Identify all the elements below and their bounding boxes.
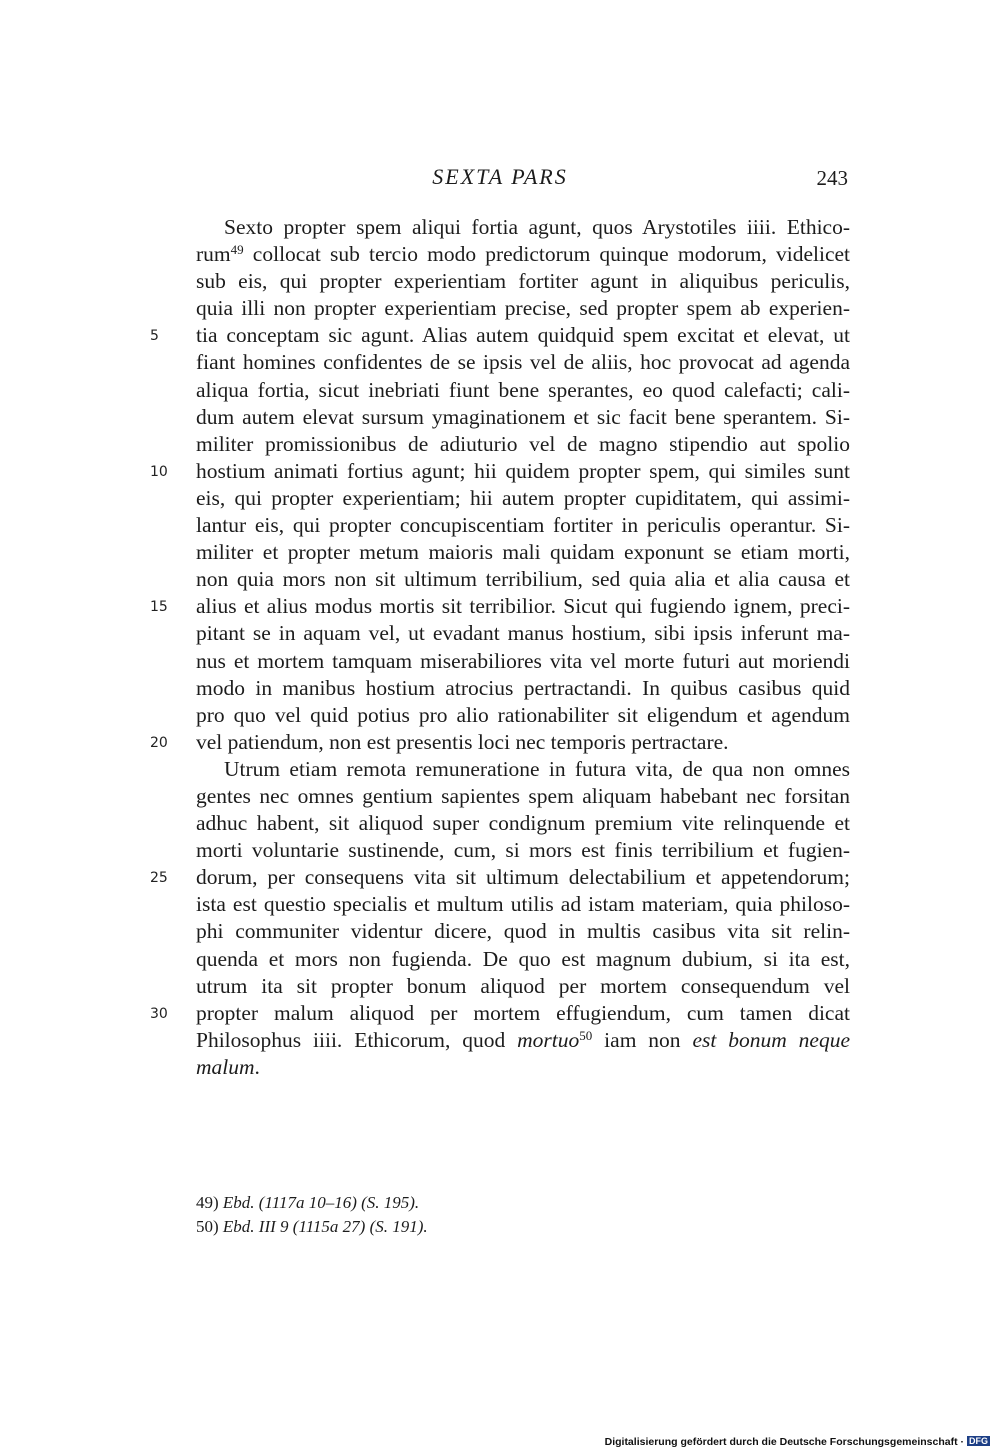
running-header-title: SEXTA PARS (432, 164, 568, 189)
text-line: dum autem elevat sursum ymaginationem et sic facit bene sperantem. Si- (196, 404, 850, 429)
text-line: fiant homines confidentes de se ipsis vel de aliis, hoc provocat ad agenda (196, 350, 850, 375)
footnotes (196, 1191, 850, 1239)
line-number: 5 (150, 328, 159, 345)
text-line: malum. (196, 1054, 260, 1079)
text-line: eis, qui propter experientiam; hii autem propter cupiditatem, qui assimi- (196, 485, 850, 510)
text-line: lantur eis, qui propter concupiscentiam fortiter in periculis operantur. Si- (196, 513, 850, 538)
text-line: 10 hostium animati fortius agunt; hii quidem propter spem, qui similes sunt (196, 458, 850, 485)
text-line: modo in manibus hostium atrocius pertractandi. In quibus casibus quid (196, 675, 850, 700)
footnote-49: 49) Ebd. (1117a 10–16) (S. 195). (196, 1193, 420, 1212)
text-line: rum$^{49}$ collocat sub tercio modo predictorum quinque modorum, videlicet (196, 242, 850, 267)
text-line: 25 dorum, per consequens vita sit ultimum delectabilium et appetendorum; (196, 864, 850, 891)
dfg-logo: DFG (969, 1436, 988, 1446)
line-number: 15 (150, 599, 168, 616)
text-line: utrum ita sit propter bonum aliquod per mortem consequendum vel (196, 973, 850, 998)
text-line: militer promissionibus de adiuturio vel de magno stipendio aut spolio (196, 431, 850, 456)
line-number: 25 (150, 870, 168, 887)
text-line: 15 alius et alius modus mortis sit terribilior. Sicut qui fugiendo ignem, preci- (196, 593, 850, 620)
text-line: Philosophus iiii. Ethicorum, quod mortuo$^{50}$ iam non est bonum neque (196, 1027, 851, 1052)
text-line: morti voluntarie sustinende, cum, si mors est finis terribilium et fugien- (196, 838, 850, 863)
line-number: 10 (150, 463, 168, 480)
text-line: 20 vel patiendum, non est presentis loci nec temporis pertractare. (196, 729, 850, 756)
text-line: pitant se in aquam vel, ut evadant manus hostium, sibi ipsis inferunt ma- (196, 621, 850, 646)
main-text (150, 214, 851, 1081)
footnote-ref-49[interactable]: 49 (230, 242, 244, 258)
text-line: nus et mortem tamquam miserabiliores vita vel morte futuri aut moriendi (196, 648, 850, 673)
line-number: 20 (150, 734, 168, 751)
digitization-credit: Digitalisierung gefördert durch die Deutsche Forschungsgemeinschaft · DFG (604, 1436, 988, 1448)
text-line: militer et propter metum maioris mali quidam exponunt se etiam morti, (196, 540, 850, 565)
text-line: quenda et mors non fugienda. De quo est magnum dubium, si ita est, (196, 946, 850, 971)
page-number: 243 (816, 166, 848, 190)
text-line: Utrum etiam remota remuneratione in futura vita, de qua non omnes (224, 756, 850, 781)
text-line: 5 tia conceptam sic agunt. Alias autem quidquid spem excitat et elevat, ut (196, 322, 850, 349)
text-line: adhuc habent, sit aliquod super condignum premium vite relinquende et (196, 811, 850, 836)
text-line: ista est questio specialis et multum utilis ad istam materiam, quia philoso- (196, 892, 850, 917)
text-line: 30 propter malum aliquod per mortem effugiendum, cum tamen dicat (196, 1000, 850, 1027)
text-line: pro quo vel quid potius pro alio rationabiliter sit eligendum et agendum (196, 702, 850, 727)
footnote-50: 50) Ebd. III 9 (1115a 27) (S. 191). (196, 1217, 428, 1236)
line-number: 30 (150, 1005, 168, 1022)
text-line: non quia mors non sit ultimum terribilium, sed quia alia et alia causa et (196, 567, 850, 592)
footnote-ref-50[interactable]: 50 (579, 1027, 593, 1043)
text-line: aliqua fortia, sicut inebriati fiunt bene sperantes, eo quod calefacti; cali- (196, 377, 850, 402)
text-line: Sexto propter spem aliqui fortia agunt, quos Arystotiles iiii. Ethico- (224, 215, 850, 239)
text-line: sub eis, qui propter experientiam fortiter agunt in aliquibus periculis, (196, 269, 850, 294)
text-line: quia illi non propter experientiam precise, sed propter spem ab experien- (196, 296, 850, 321)
text-line: phi communiter videntur dicere, quod in multis casibus vita sit relin- (196, 919, 850, 944)
text-line: gentes nec omnes gentium sapientes spem aliquam habebant nec forsitan (196, 783, 850, 808)
